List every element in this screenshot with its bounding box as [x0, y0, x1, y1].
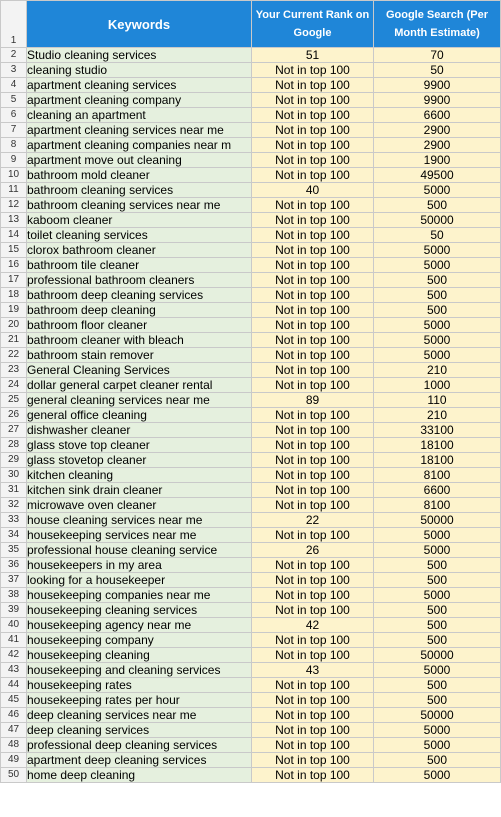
row-number-cell[interactable]: 19	[1, 303, 27, 318]
rank-cell[interactable]: Not in top 100	[252, 408, 374, 423]
keyword-cell[interactable]: toilet cleaning services	[27, 228, 252, 243]
search-volume-cell[interactable]: 50000	[374, 708, 501, 723]
search-volume-cell[interactable]: 50000	[374, 648, 501, 663]
table-row	[1, 93, 501, 108]
keyword-cell[interactable]: bathroom cleaning services near me	[27, 198, 252, 213]
row-number-cell[interactable]: 37	[1, 573, 27, 588]
row-number-cell[interactable]: 14	[1, 228, 27, 243]
rank-cell[interactable]: Not in top 100	[252, 243, 374, 258]
keyword-cell[interactable]: deep cleaning services near me	[27, 708, 252, 723]
row-number-cell[interactable]: 5	[1, 93, 27, 108]
rank-cell[interactable]: Not in top 100	[252, 123, 374, 138]
search-volume-cell[interactable]: 210	[374, 363, 501, 378]
keyword-cell[interactable]: housekeepers in my area	[27, 558, 252, 573]
row-number-cell[interactable]: 39	[1, 603, 27, 618]
search-volume-cell[interactable]: 5000	[374, 258, 501, 273]
rank-cell[interactable]: Not in top 100	[252, 153, 374, 168]
rank-cell[interactable]: Not in top 100	[252, 678, 374, 693]
search-volume-cell[interactable]: 500	[374, 198, 501, 213]
row-number-cell[interactable]: 45	[1, 693, 27, 708]
rank-cell[interactable]: Not in top 100	[252, 603, 374, 618]
keyword-cell[interactable]: professional house cleaning service	[27, 543, 252, 558]
rank-cell[interactable]: 89	[252, 393, 374, 408]
row-number-cell[interactable]: 34	[1, 528, 27, 543]
rank-cell[interactable]: Not in top 100	[252, 633, 374, 648]
search-volume-cell[interactable]: 5000	[374, 543, 501, 558]
row-number-cell[interactable]: 7	[1, 123, 27, 138]
keyword-cell[interactable]: housekeeping rates	[27, 678, 252, 693]
table-row	[1, 333, 501, 348]
search-volume-cell[interactable]: 5000	[374, 588, 501, 603]
search-volume-cell[interactable]: 500	[374, 273, 501, 288]
table-row	[1, 393, 501, 408]
search-volume-cell[interactable]: 5000	[374, 318, 501, 333]
keyword-cell[interactable]: kitchen cleaning	[27, 468, 252, 483]
row-number-cell[interactable]: 18	[1, 288, 27, 303]
rank-cell[interactable]: Not in top 100	[252, 363, 374, 378]
keyword-cell[interactable]: general cleaning services near me	[27, 393, 252, 408]
keyword-cell[interactable]: General Cleaning Services	[27, 363, 252, 378]
search-volume-cell[interactable]: 500	[374, 633, 501, 648]
keyword-cell[interactable]: apartment cleaning services near me	[27, 123, 252, 138]
row-number-cell[interactable]: 6	[1, 108, 27, 123]
search-volume-cell[interactable]: 6600	[374, 108, 501, 123]
row-number-cell[interactable]: 4	[1, 78, 27, 93]
search-volume-cell[interactable]: 5000	[374, 528, 501, 543]
row-number-cell[interactable]: 47	[1, 723, 27, 738]
rank-cell[interactable]: 40	[252, 183, 374, 198]
row-number-cell[interactable]: 3	[1, 63, 27, 78]
table-row	[1, 678, 501, 693]
table-row	[1, 708, 501, 723]
keyword-cell[interactable]: glass stove top cleaner	[27, 438, 252, 453]
search-volume-cell[interactable]: 50000	[374, 213, 501, 228]
keyword-cell[interactable]: bathroom cleaner with bleach	[27, 333, 252, 348]
rank-cell[interactable]: Not in top 100	[252, 288, 374, 303]
rank-cell[interactable]: Not in top 100	[252, 318, 374, 333]
keyword-cell[interactable]: clorox bathroom cleaner	[27, 243, 252, 258]
rank-cell[interactable]: Not in top 100	[252, 483, 374, 498]
search-volume-cell[interactable]: 70	[374, 48, 501, 63]
rank-cell[interactable]: Not in top 100	[252, 333, 374, 348]
rank-cell[interactable]: Not in top 100	[252, 558, 374, 573]
search-volume-column-header[interactable]: Google Search (Per Month Estimate)	[374, 1, 501, 48]
rank-cell[interactable]: 26	[252, 543, 374, 558]
keyword-cell[interactable]: housekeeping companies near me	[27, 588, 252, 603]
table-row	[1, 138, 501, 153]
row-number-cell[interactable]: 46	[1, 708, 27, 723]
row-number-cell[interactable]: 21	[1, 333, 27, 348]
table-row	[1, 573, 501, 588]
search-volume-cell[interactable]: 5000	[374, 348, 501, 363]
search-volume-cell[interactable]: 6600	[374, 483, 501, 498]
table-row	[1, 198, 501, 213]
table-row	[1, 753, 501, 768]
rank-cell[interactable]: Not in top 100	[252, 213, 374, 228]
row-number-header[interactable]: 1	[1, 1, 27, 48]
search-volume-cell[interactable]: 49500	[374, 168, 501, 183]
rank-cell[interactable]: 22	[252, 513, 374, 528]
keyword-cell[interactable]: apartment cleaning company	[27, 93, 252, 108]
table-row	[1, 48, 501, 63]
keyword-cell[interactable]: housekeeping cleaning	[27, 648, 252, 663]
row-number-cell[interactable]: 40	[1, 618, 27, 633]
search-volume-cell[interactable]: 50000	[374, 513, 501, 528]
keyword-cell[interactable]: looking for a housekeeper	[27, 573, 252, 588]
rank-cell[interactable]: Not in top 100	[252, 348, 374, 363]
keyword-cell[interactable]: home deep cleaning	[27, 768, 252, 783]
rank-cell[interactable]: Not in top 100	[252, 498, 374, 513]
table-row	[1, 348, 501, 363]
row-number-cell[interactable]: 30	[1, 468, 27, 483]
table-row	[1, 408, 501, 423]
table-row	[1, 108, 501, 123]
search-volume-cell[interactable]: 9900	[374, 78, 501, 93]
table-row	[1, 243, 501, 258]
keyword-cell[interactable]: bathroom deep cleaning	[27, 303, 252, 318]
rank-cell[interactable]: Not in top 100	[252, 453, 374, 468]
rank-cell[interactable]: Not in top 100	[252, 723, 374, 738]
rank-cell[interactable]: Not in top 100	[252, 588, 374, 603]
keyword-cell[interactable]: housekeeping services near me	[27, 528, 252, 543]
search-volume-cell[interactable]: 5000	[374, 768, 501, 783]
header-row	[1, 1, 501, 48]
rank-cell[interactable]: Not in top 100	[252, 738, 374, 753]
row-number-cell[interactable]: 31	[1, 483, 27, 498]
keyword-cell[interactable]: bathroom deep cleaning services	[27, 288, 252, 303]
rank-cell[interactable]: Not in top 100	[252, 63, 374, 78]
row-number-cell[interactable]: 50	[1, 768, 27, 783]
table-row	[1, 63, 501, 78]
rank-cell[interactable]: 42	[252, 618, 374, 633]
keyword-cell[interactable]: bathroom stain remover	[27, 348, 252, 363]
search-volume-cell[interactable]: 500	[374, 573, 501, 588]
row-number-cell[interactable]: 42	[1, 648, 27, 663]
search-volume-cell[interactable]: 500	[374, 753, 501, 768]
search-volume-cell[interactable]: 5000	[374, 243, 501, 258]
row-number-cell[interactable]: 41	[1, 633, 27, 648]
search-volume-cell[interactable]: 2900	[374, 123, 501, 138]
keyword-cell[interactable]: kitchen sink drain cleaner	[27, 483, 252, 498]
search-volume-cell[interactable]: 5000	[374, 723, 501, 738]
row-number-cell[interactable]: 20	[1, 318, 27, 333]
rank-cell[interactable]: Not in top 100	[252, 108, 374, 123]
table-row	[1, 303, 501, 318]
search-volume-cell[interactable]: 50	[374, 63, 501, 78]
keyword-cell[interactable]: glass stovetop cleaner	[27, 453, 252, 468]
rank-cell[interactable]: Not in top 100	[252, 138, 374, 153]
table-row	[1, 663, 501, 678]
search-volume-cell[interactable]: 500	[374, 678, 501, 693]
keyword-cell[interactable]: apartment move out cleaning	[27, 153, 252, 168]
table-row	[1, 423, 501, 438]
search-volume-cell[interactable]: 5000	[374, 183, 501, 198]
row-number-cell[interactable]: 23	[1, 363, 27, 378]
search-volume-cell[interactable]: 8100	[374, 498, 501, 513]
row-number-cell[interactable]: 44	[1, 678, 27, 693]
table-row	[1, 543, 501, 558]
keyword-cell[interactable]: apartment cleaning companies near m	[27, 138, 252, 153]
search-volume-cell[interactable]: 500	[374, 618, 501, 633]
table-row	[1, 288, 501, 303]
keyword-cell[interactable]: housekeeping rates per hour	[27, 693, 252, 708]
keyword-cell[interactable]: housekeeping cleaning services	[27, 603, 252, 618]
table-row	[1, 558, 501, 573]
rank-column-header[interactable]: Your Current Rank on Google	[252, 1, 374, 48]
keyword-cell[interactable]: apartment deep cleaning services	[27, 753, 252, 768]
table-row	[1, 603, 501, 618]
keyword-cell[interactable]: deep cleaning services	[27, 723, 252, 738]
row-number-cell[interactable]: 28	[1, 438, 27, 453]
search-volume-cell[interactable]: 500	[374, 693, 501, 708]
table-row	[1, 213, 501, 228]
search-volume-cell[interactable]: 33100	[374, 423, 501, 438]
table-row	[1, 633, 501, 648]
table-row	[1, 513, 501, 528]
row-number-cell[interactable]: 8	[1, 138, 27, 153]
search-volume-cell[interactable]: 50	[374, 228, 501, 243]
rank-cell[interactable]: Not in top 100	[252, 693, 374, 708]
table-row	[1, 648, 501, 663]
table-row	[1, 378, 501, 393]
row-number-cell[interactable]: 32	[1, 498, 27, 513]
row-number-cell[interactable]: 27	[1, 423, 27, 438]
row-number-cell[interactable]: 33	[1, 513, 27, 528]
table-row	[1, 618, 501, 633]
keyword-cell[interactable]: apartment cleaning services	[27, 78, 252, 93]
table-row	[1, 258, 501, 273]
keyword-cell[interactable]: dishwasher cleaner	[27, 423, 252, 438]
row-number-cell[interactable]: 35	[1, 543, 27, 558]
row-number-cell[interactable]: 49	[1, 753, 27, 768]
search-volume-cell[interactable]: 500	[374, 288, 501, 303]
row-number-cell[interactable]: 9	[1, 153, 27, 168]
table-row	[1, 183, 501, 198]
search-volume-cell[interactable]: 500	[374, 603, 501, 618]
keyword-cell[interactable]: bathroom cleaning services	[27, 183, 252, 198]
keyword-cell[interactable]: professional deep cleaning services	[27, 738, 252, 753]
search-volume-cell[interactable]: 500	[374, 303, 501, 318]
rank-cell[interactable]: Not in top 100	[252, 423, 374, 438]
keyword-cell[interactable]: microwave oven cleaner	[27, 498, 252, 513]
sheet-body	[1, 1, 501, 783]
keyword-cell[interactable]: housekeeping and cleaning services	[27, 663, 252, 678]
rank-cell[interactable]: Not in top 100	[252, 93, 374, 108]
search-volume-cell[interactable]: 5000	[374, 663, 501, 678]
rank-cell[interactable]: Not in top 100	[252, 648, 374, 663]
rank-cell[interactable]: Not in top 100	[252, 258, 374, 273]
table-row	[1, 123, 501, 138]
table-row	[1, 468, 501, 483]
rank-cell[interactable]: Not in top 100	[252, 378, 374, 393]
rank-cell[interactable]: Not in top 100	[252, 438, 374, 453]
row-number-cell[interactable]: 48	[1, 738, 27, 753]
row-number-cell[interactable]: 16	[1, 258, 27, 273]
table-row	[1, 738, 501, 753]
table-row	[1, 723, 501, 738]
keyword-cell[interactable]: dollar general carpet cleaner rental	[27, 378, 252, 393]
rank-cell[interactable]: Not in top 100	[252, 228, 374, 243]
keyword-cell[interactable]: general office cleaning	[27, 408, 252, 423]
row-number-cell[interactable]: 2	[1, 48, 27, 63]
table-row	[1, 528, 501, 543]
table-row	[1, 693, 501, 708]
search-volume-cell[interactable]: 2900	[374, 138, 501, 153]
row-number-cell[interactable]: 43	[1, 663, 27, 678]
table-row	[1, 273, 501, 288]
search-volume-cell[interactable]: 1000	[374, 378, 501, 393]
table-row	[1, 483, 501, 498]
rank-cell[interactable]: Not in top 100	[252, 573, 374, 588]
search-volume-cell[interactable]: 18100	[374, 438, 501, 453]
rank-cell[interactable]: Not in top 100	[252, 198, 374, 213]
table-row	[1, 768, 501, 783]
search-volume-cell[interactable]: 110	[374, 393, 501, 408]
search-volume-cell[interactable]: 5000	[374, 333, 501, 348]
rank-cell[interactable]: Not in top 100	[252, 528, 374, 543]
row-number-cell[interactable]: 15	[1, 243, 27, 258]
rank-cell[interactable]: Not in top 100	[252, 468, 374, 483]
table-row	[1, 453, 501, 468]
keyword-cell[interactable]: bathroom floor cleaner	[27, 318, 252, 333]
rank-cell[interactable]: Not in top 100	[252, 768, 374, 783]
rank-cell[interactable]: 51	[252, 48, 374, 63]
keyword-cell[interactable]: cleaning studio	[27, 63, 252, 78]
table-row	[1, 588, 501, 603]
rank-cell[interactable]: 43	[252, 663, 374, 678]
table-row	[1, 78, 501, 93]
row-number-cell[interactable]: 38	[1, 588, 27, 603]
rank-cell[interactable]: Not in top 100	[252, 303, 374, 318]
rank-cell[interactable]: Not in top 100	[252, 753, 374, 768]
row-number-cell[interactable]: 24	[1, 378, 27, 393]
keyword-cell[interactable]: cleaning an apartment	[27, 108, 252, 123]
row-number-cell[interactable]: 17	[1, 273, 27, 288]
table-row	[1, 498, 501, 513]
rank-cell[interactable]: Not in top 100	[252, 708, 374, 723]
row-number-cell[interactable]: 36	[1, 558, 27, 573]
table-row	[1, 438, 501, 453]
rank-cell[interactable]: Not in top 100	[252, 168, 374, 183]
table-row	[1, 168, 501, 183]
rank-cell[interactable]: Not in top 100	[252, 273, 374, 288]
keyword-cell[interactable]: bathroom tile cleaner	[27, 258, 252, 273]
table-row	[1, 318, 501, 333]
keywords-column-header[interactable]: Keywords	[27, 1, 252, 48]
table-row	[1, 153, 501, 168]
keyword-cell[interactable]: housekeeping agency near me	[27, 618, 252, 633]
table-row	[1, 228, 501, 243]
keyword-cell[interactable]: professional bathroom cleaners	[27, 273, 252, 288]
search-volume-cell[interactable]: 5000	[374, 738, 501, 753]
search-volume-cell[interactable]: 18100	[374, 453, 501, 468]
keyword-cell[interactable]: housekeeping company	[27, 633, 252, 648]
search-volume-cell[interactable]: 210	[374, 408, 501, 423]
row-number-cell[interactable]: 11	[1, 183, 27, 198]
row-number-cell[interactable]: 25	[1, 393, 27, 408]
row-number-cell[interactable]: 12	[1, 198, 27, 213]
row-number-cell[interactable]: 10	[1, 168, 27, 183]
keyword-cell[interactable]: Studio cleaning services	[27, 48, 252, 63]
search-volume-cell[interactable]: 9900	[374, 93, 501, 108]
rank-cell[interactable]: Not in top 100	[252, 78, 374, 93]
search-volume-cell[interactable]: 1900	[374, 153, 501, 168]
table-row	[1, 363, 501, 378]
row-number-cell[interactable]: 29	[1, 453, 27, 468]
keyword-cell[interactable]: bathroom mold cleaner	[27, 168, 252, 183]
keyword-cell[interactable]: kaboom cleaner	[27, 213, 252, 228]
row-number-cell[interactable]: 13	[1, 213, 27, 228]
row-number-cell[interactable]: 22	[1, 348, 27, 363]
search-volume-cell[interactable]: 8100	[374, 468, 501, 483]
row-number-cell[interactable]: 26	[1, 408, 27, 423]
search-volume-cell[interactable]: 500	[374, 558, 501, 573]
keyword-cell[interactable]: house cleaning services near me	[27, 513, 252, 528]
